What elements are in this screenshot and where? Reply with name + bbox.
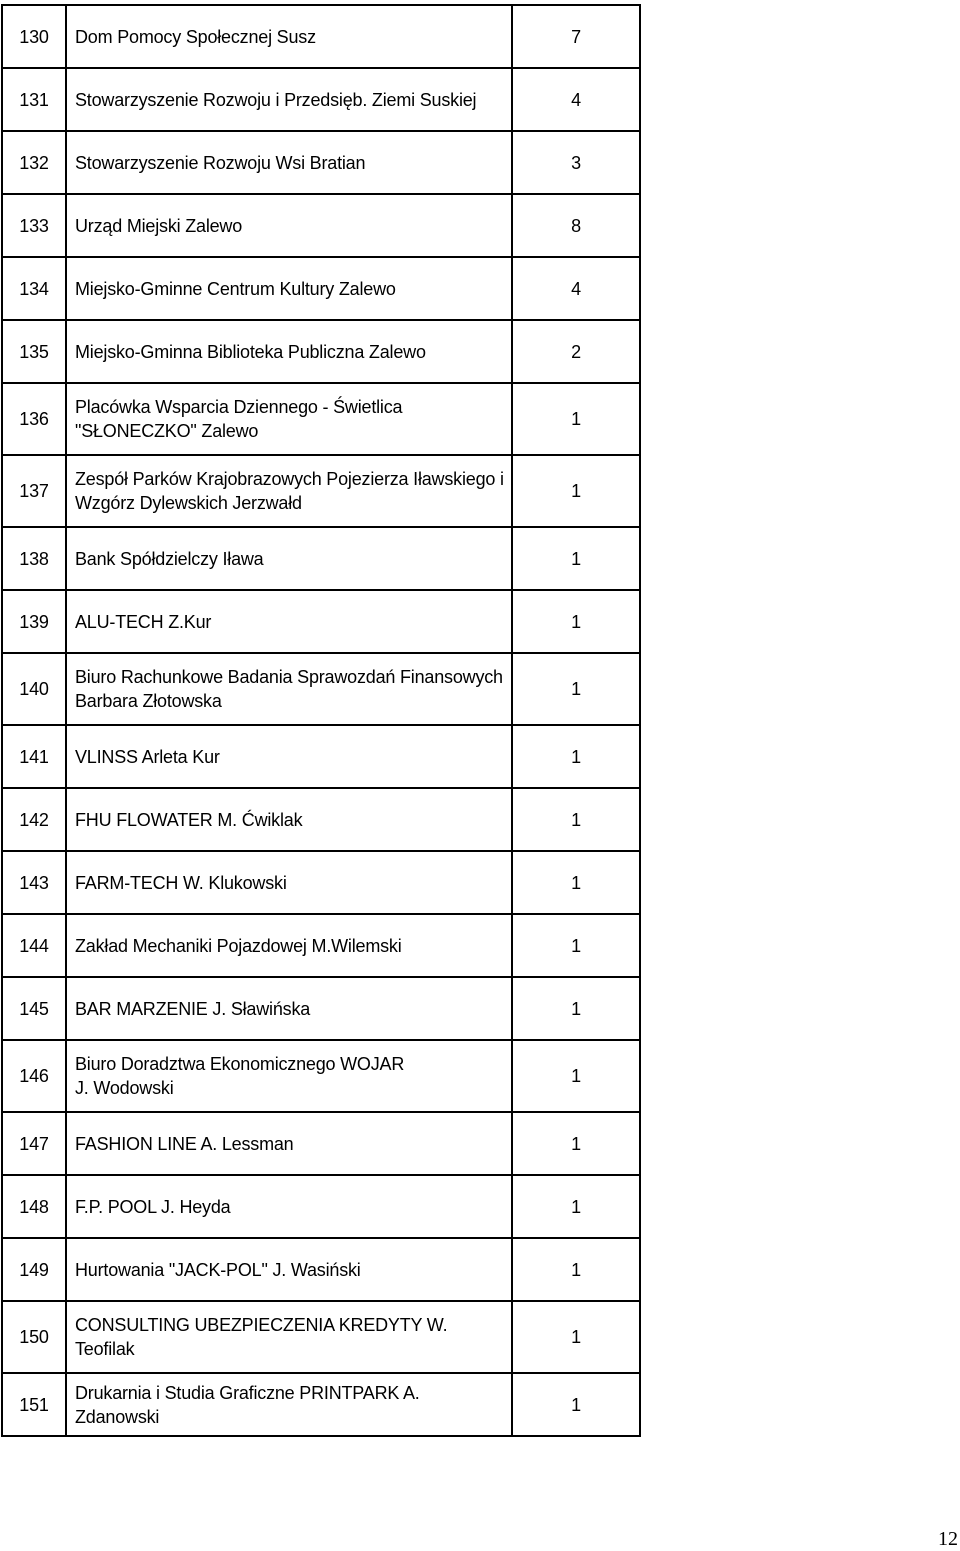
row-number: 136 [2,383,66,455]
row-number: 139 [2,590,66,653]
participant-count: 2 [512,320,640,383]
participant-count: 3 [512,131,640,194]
row-number: 150 [2,1301,66,1373]
participant-count: 1 [512,590,640,653]
organization-name-line: CONSULTING UBEZPIECZENIA KREDYTY W. [75,1315,448,1335]
participant-count: 1 [512,788,640,851]
participant-count: 4 [512,257,640,320]
organization-name [66,914,512,977]
table-row [2,788,640,851]
participant-count: 1 [512,1301,640,1373]
participant-count: 1 [512,725,640,788]
table-row [2,1175,640,1238]
organization-name-line: Zakład Mechaniki Pojazdowej M.Wilemski [75,935,402,956]
organization-name [66,653,512,725]
table-row [2,257,640,320]
organization-name [66,194,512,257]
row-number: 145 [2,977,66,1040]
table-row [2,851,640,914]
organization-name [66,257,512,320]
row-number: 138 [2,527,66,590]
table-row [2,653,640,725]
organization-name-line: Hurtowania "JACK-POL" J. Wasiński [75,1259,361,1280]
organization-name [66,527,512,590]
participant-count: 4 [512,68,640,131]
participant-count: 1 [512,527,640,590]
organization-name [66,1175,512,1238]
table-row [2,320,640,383]
organization-name-line: Placówka Wsparcia Dziennego - Świetlica [75,397,403,417]
organization-name [66,851,512,914]
participant-count: 1 [512,1238,640,1301]
row-number: 147 [2,1112,66,1175]
row-number: 135 [2,320,66,383]
row-number: 134 [2,257,66,320]
row-number: 141 [2,725,66,788]
row-number: 146 [2,1040,66,1112]
organization-name-line: Wzgórz Dylewskich Jerzwałd [75,493,302,513]
organization-name [66,1112,512,1175]
row-number: 151 [2,1373,66,1436]
table-row [2,383,640,455]
table-row [2,1301,640,1373]
row-number: 137 [2,455,66,527]
organization-name-line: FARM-TECH W. Klukowski [75,872,287,893]
participant-count: 1 [512,977,640,1040]
row-number: 142 [2,788,66,851]
organization-name [66,383,512,455]
table-row [2,914,640,977]
row-number: 148 [2,1175,66,1238]
row-number: 133 [2,194,66,257]
table-row [2,131,640,194]
organization-name-line: Miejsko-Gminne Centrum Kultury Zalewo [75,278,396,299]
organization-name-line: Zespół Parków Krajobrazowych Pojezierza Iławskiego i [75,469,504,489]
organization-name-line: Stowarzyszenie Rozwoju Wsi Bratian [75,152,366,173]
organization-name-line: ALU-TECH Z.Kur [75,611,212,632]
organization-name [66,1238,512,1301]
table-row [2,1238,640,1301]
organization-name-line: Barbara Złotowska [75,691,222,711]
organization-name [66,1373,512,1436]
organization-name-line: Urząd Miejski Zalewo [75,215,243,236]
organization-name-line: Dom Pomocy Społecznej Susz [75,26,316,47]
row-number: 131 [2,68,66,131]
participant-count: 1 [512,914,640,977]
table-row [2,455,640,527]
organization-name-line: FASHION LINE A. Lessman [75,1133,294,1154]
organization-name-line: F.P. POOL J. Heyda [75,1196,231,1217]
organization-name-line: Bank Spółdzielczy Iława [75,548,264,569]
table-row [2,1112,640,1175]
organization-name-line: Drukarnia i Studia Graficzne PRINTPARK A. Zdanowski [75,1382,420,1427]
organization-name-line: Biuro Doradztwa Ekonomicznego WOJAR [75,1054,405,1074]
participant-count: 8 [512,194,640,257]
table-row [2,590,640,653]
table-row [2,725,640,788]
organization-name [66,788,512,851]
organization-name-line: J. Wodowski [75,1078,174,1098]
organization-name-line: FHU FLOWATER M. Ćwiklak [75,809,303,830]
table-row [2,5,640,68]
organization-name [66,68,512,131]
organization-name [66,131,512,194]
participant-count: 1 [512,851,640,914]
table-row [2,1373,640,1436]
organization-name [66,5,512,68]
page-number: 12 [938,1528,958,1550]
table-row [2,527,640,590]
row-number: 144 [2,914,66,977]
organization-name-line: Biuro Rachunkowe Badania Sprawozdań Finansowych [75,667,503,687]
organization-name [66,1040,512,1112]
table-row [2,68,640,131]
table-row [2,1040,640,1112]
participant-count: 1 [512,455,640,527]
organization-name [66,590,512,653]
row-number: 140 [2,653,66,725]
participant-count: 1 [512,653,640,725]
participant-count: 7 [512,5,640,68]
organization-name [66,455,512,527]
organization-name [66,977,512,1040]
organization-name [66,1301,512,1373]
row-number: 132 [2,131,66,194]
participant-count: 1 [512,1040,640,1112]
organizations-table [1,4,641,1437]
organization-name-line: "SŁONECZKO" Zalewo [75,421,259,441]
organization-name [66,320,512,383]
row-number: 143 [2,851,66,914]
participant-count: 1 [512,1175,640,1238]
organization-name-line: Teofilak [75,1339,135,1359]
table-body [2,5,640,1436]
participant-count: 1 [512,1373,640,1436]
organization-name-line: Miejsko-Gminna Biblioteka Publiczna Zalewo [75,341,426,362]
row-number: 149 [2,1238,66,1301]
organization-name-line: Stowarzyszenie Rozwoju i Przedsięb. Ziemi Suskiej [75,89,477,110]
organization-name [66,725,512,788]
table-row [2,194,640,257]
organization-name-line: BAR MARZENIE J. Sławińska [75,998,311,1019]
table-row [2,977,640,1040]
participant-count: 1 [512,383,640,455]
participant-count: 1 [512,1112,640,1175]
row-number: 130 [2,5,66,68]
organization-name-line: VLINSS Arleta Kur [75,746,220,767]
